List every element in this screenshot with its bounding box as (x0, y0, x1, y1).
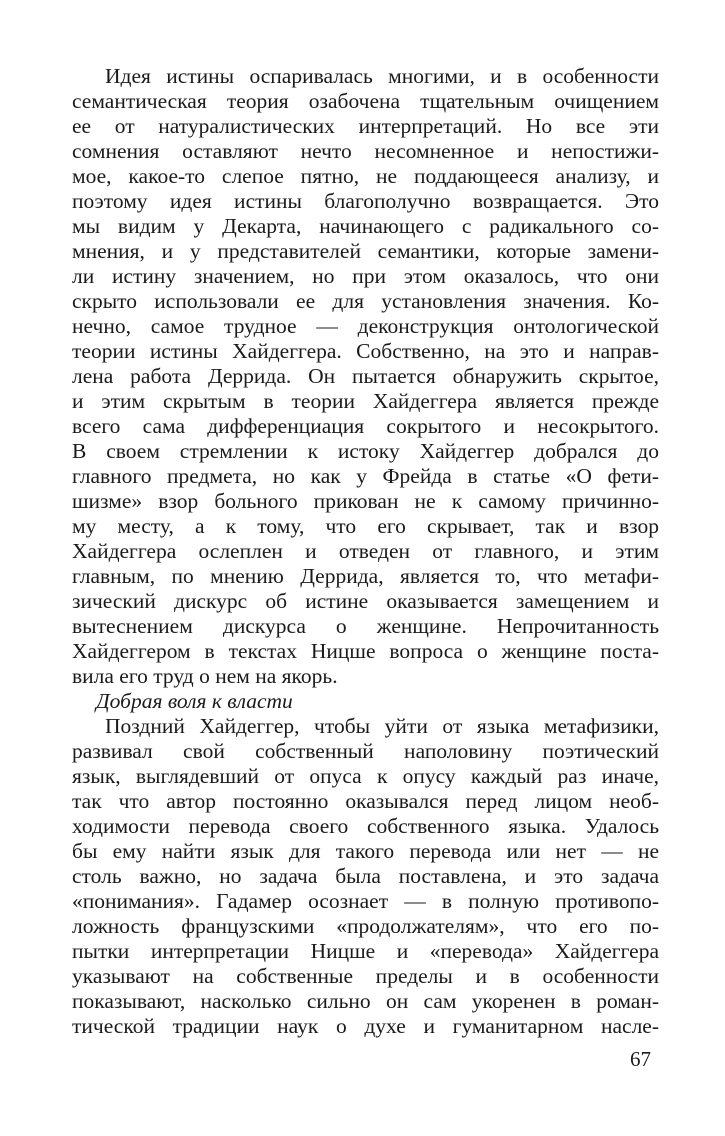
text-line: ее от натуралистических интерпретаций. Но все эти (72, 114, 659, 138)
text-line: скрыто использовали ее для установления значения. Ко- (72, 289, 659, 313)
text-line: язык, выглядевший от опуса к опусу каждый раз иначе, (72, 764, 659, 788)
text-line: му месту, а к тому, что его скрывает, так и взор (72, 514, 659, 538)
text-line: мое, какое-то слепое пятно, не поддающееся анализу, и (72, 164, 659, 188)
text-line: развивал свой собственный наполовину поэтический (72, 739, 659, 763)
text-line: тической традиции наук о духе и гуманитарном насле- (72, 1014, 659, 1038)
text-line: лена работа Деррида. Он пытается обнаружить скрытое, (72, 364, 659, 388)
paragraph-1 (72, 64, 659, 689)
text-line: поэтому идея истины благополучно возвращается. Это (72, 189, 659, 213)
text-line: главного предмета, но как у Фрейда в статье «О фети- (72, 464, 659, 488)
text-line: сомнения оставляют нечто несомненное и непостижи- (72, 139, 659, 163)
text-line: так что автор постоянно оказывался перед лицом необ- (72, 789, 659, 813)
text-line: мы видим у Декарта, начинающего с радикального со- (72, 214, 659, 238)
section-heading: Добрая воля к власти (96, 689, 293, 713)
text-line: всего сама дифференциация сокрытого и несокрытого. (72, 414, 659, 438)
text-line: пытки интерпретации Ницше и «перевода» Хайдеггера (72, 939, 659, 963)
text-line: Поздний Хайдеггер, чтобы уйти от языка метафизики, (105, 714, 659, 738)
text-line: зический дискурс об истине оказывается замещением и (72, 589, 659, 613)
text-line: В своем стремлении к истоку Хайдеггер добрался до (72, 439, 659, 463)
text-line: «понимания». Гадамер осознает — в полную противопо- (72, 889, 659, 913)
text-line: мнения, и у представителей семантики, которые замени- (72, 239, 659, 263)
text-line: теории истины Хайдеггера. Собственно, на это и направ- (72, 339, 659, 363)
text-line: столь важно, но задача была поставлена, и это задача (72, 864, 659, 888)
text-line: вила его труд о нем на якорь. (72, 664, 338, 688)
page-number: 67 (630, 1047, 651, 1071)
text-line: ли истину значением, но при этом оказалось, что они (72, 264, 659, 288)
text-line: Идея истины оспаривалась многими, и в особенности (105, 64, 659, 88)
text-line: показывают, насколько сильно он сам укоренен в роман- (72, 989, 659, 1013)
text-line: ходимости перевода своего собственного языка. Удалось (72, 814, 659, 838)
text-line: нечно, самое трудное — деконструкция онтологической (72, 314, 659, 338)
text-line: шизме» взор больного прикован не к самому причинно- (72, 489, 659, 513)
text-line: Хайдеггером в текстах Ницше вопроса о женщине поста- (72, 639, 659, 663)
text-line: Хайдеггера ослеплен и отведен от главного, и этим (72, 539, 659, 563)
text-line: семантическая теория озабочена тщательным очищением (72, 89, 659, 113)
text-line: ложность французскими «продолжателям», что его по- (72, 914, 659, 938)
text-line: и этим скрытым в теории Хайдеггера является прежде (72, 389, 659, 413)
paragraph-2 (72, 714, 659, 1039)
text-line: вытеснением дискурса о женщине. Непрочитанность (72, 614, 659, 638)
text-line: бы ему найти язык для такого перевода или нет — не (72, 839, 659, 863)
page-text (72, 64, 659, 1039)
text-line: главным, по мнению Деррида, является то, что метафи- (72, 564, 659, 588)
text-line: указывают на собственные пределы и в особенности (72, 964, 659, 988)
